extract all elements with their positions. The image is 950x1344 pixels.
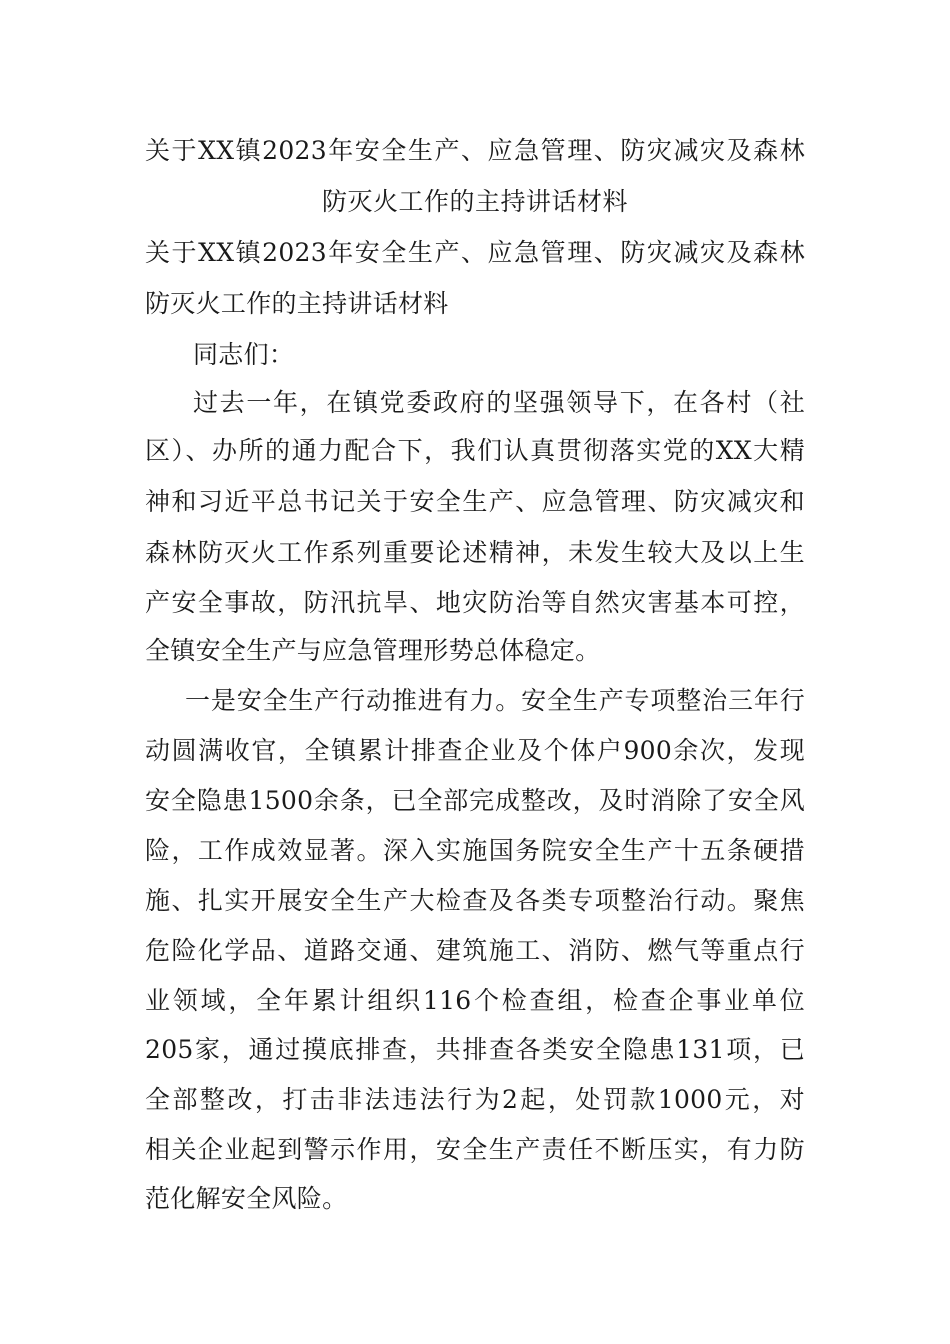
- para2-line: 险，工作成效显著。深入实施国务院安全生产十五条硬措: [145, 836, 805, 865]
- para1-line: 神和习近平总书记关于安全生产、应急管理、防灾减灾和: [145, 487, 805, 516]
- para2-line: 一是安全生产行动推进有力。安全生产专项整治三年行: [185, 686, 805, 715]
- heading-line-1: 关于XX镇2023年安全生产、应急管理、防灾减灾及森林: [145, 136, 805, 165]
- para2-line: 安全隐患1500余条，已全部完成整改，及时消除了安全风: [145, 786, 805, 815]
- para1-line: 森林防灭火工作系列重要论述精神，未发生较大及以上生: [145, 538, 805, 567]
- para1-line: 过去一年，在镇党委政府的坚强领导下，在各村（社: [193, 388, 805, 417]
- para2-line: 施、扎实开展安全生产大检查及各类专项整治行动。聚焦: [145, 886, 805, 915]
- para2-line: 205家，通过摸底排查，共排查各类安全隐患131项，已: [145, 1035, 805, 1064]
- para2-line: 相关企业起到警示作用，安全生产责任不断压实，有力防: [145, 1135, 805, 1164]
- para1-line: 区）、办所的通力配合下，我们认真贯彻落实党的XX大精: [145, 436, 805, 465]
- heading-line-2: 防灭火工作的主持讲话材料: [321, 187, 628, 216]
- title-repeat-line-2: 防灭火工作的主持讲话材料: [145, 289, 449, 318]
- para2-line: 动圆满收官，全镇累计排查企业及个体户900余次，发现: [145, 736, 805, 765]
- para1-line: 产安全事故，防汛抗旱、地灾防治等自然灾害基本可控，: [145, 588, 805, 617]
- para2-line: 危险化学品、道路交通、建筑施工、消防、燃气等重点行: [145, 936, 805, 965]
- salutation: 同志们：: [193, 340, 295, 369]
- para2-line: 全部整改，打击非法违法行为2起，处罚款1000元，对: [145, 1085, 805, 1114]
- para1-line: 全镇安全生产与应急管理形势总体稳定。: [145, 636, 601, 665]
- para2-line: 范化解安全风险。: [145, 1184, 348, 1213]
- title-repeat-line-1: 关于XX镇2023年安全生产、应急管理、防灾减灾及森林: [145, 238, 805, 267]
- para2-line: 业领域，全年累计组织116个检查组，检查企事业单位: [145, 986, 805, 1015]
